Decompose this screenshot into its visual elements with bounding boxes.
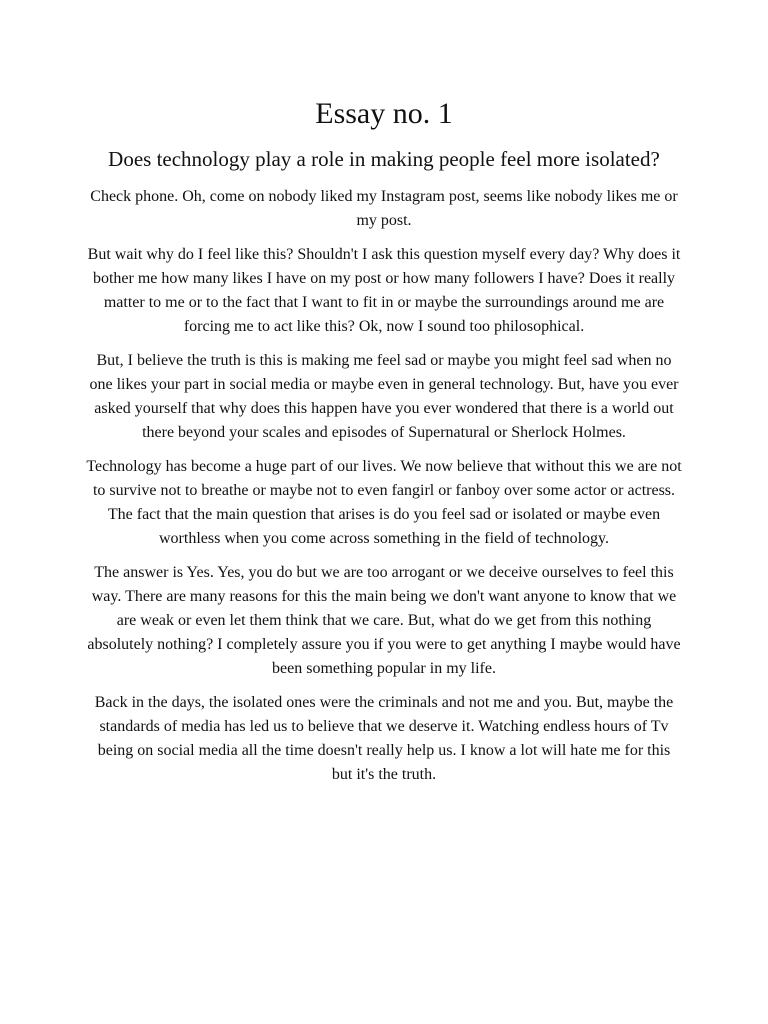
essay-question: Does technology play a role in making people feel more isolated? bbox=[108, 147, 660, 171]
paragraph-2: But wait why do I feel like this? Shouldn't I ask this question myself every day? Why does it bother me how many likes I have on my post or how many followers I have? Does it really matter to me or to the fact that I want to fit in or maybe the surroundings around me are forcing me to act like this? Ok, now I sound too philosophical. bbox=[87, 246, 681, 335]
essay-title: Essay no. 1 bbox=[315, 97, 453, 130]
paragraph-3: But, I believe the truth is this is making me feel sad or maybe you might feel sad when no one likes your part in social media or maybe even in general technology. But, have you ever asked yourself that why does this happen have you ever wondered that there is a world out there beyond your scales and episodes of Supernatural or Sherlock Holmes. bbox=[89, 352, 679, 441]
paragraph-1: Check phone. Oh, come on nobody liked my Instagram post, seems like nobody likes me or my post. bbox=[90, 188, 678, 229]
paragraph-5: The answer is Yes. Yes, you do but we are too arrogant or we deceive ourselves to feel this way. There are many reasons for this the main being we don't want anyone to know that we are weak or even let them think that we care. But, what do we get from this nothing absolutely nothing? I completely assure you if you were to get anything I maybe would have been something popular in my life. bbox=[87, 564, 681, 677]
paragraph-6: Back in the days, the isolated ones were the criminals and not me and you. But, maybe the standards of media has led us to believe that we deserve it. Watching endless hours of Tv being on social media all the time doesn't really help us. I know a lot will hate me for this but it's the truth. bbox=[94, 694, 674, 783]
paragraph-4: Technology has become a huge part of our lives. We now believe that without this we are not to survive not to breathe or maybe not to even fangirl or fanboy over some actor or actress. The fact that the main question that arises is do you feel sad or isolated or maybe even worthless when you come across something in the field of technology. bbox=[86, 458, 682, 547]
